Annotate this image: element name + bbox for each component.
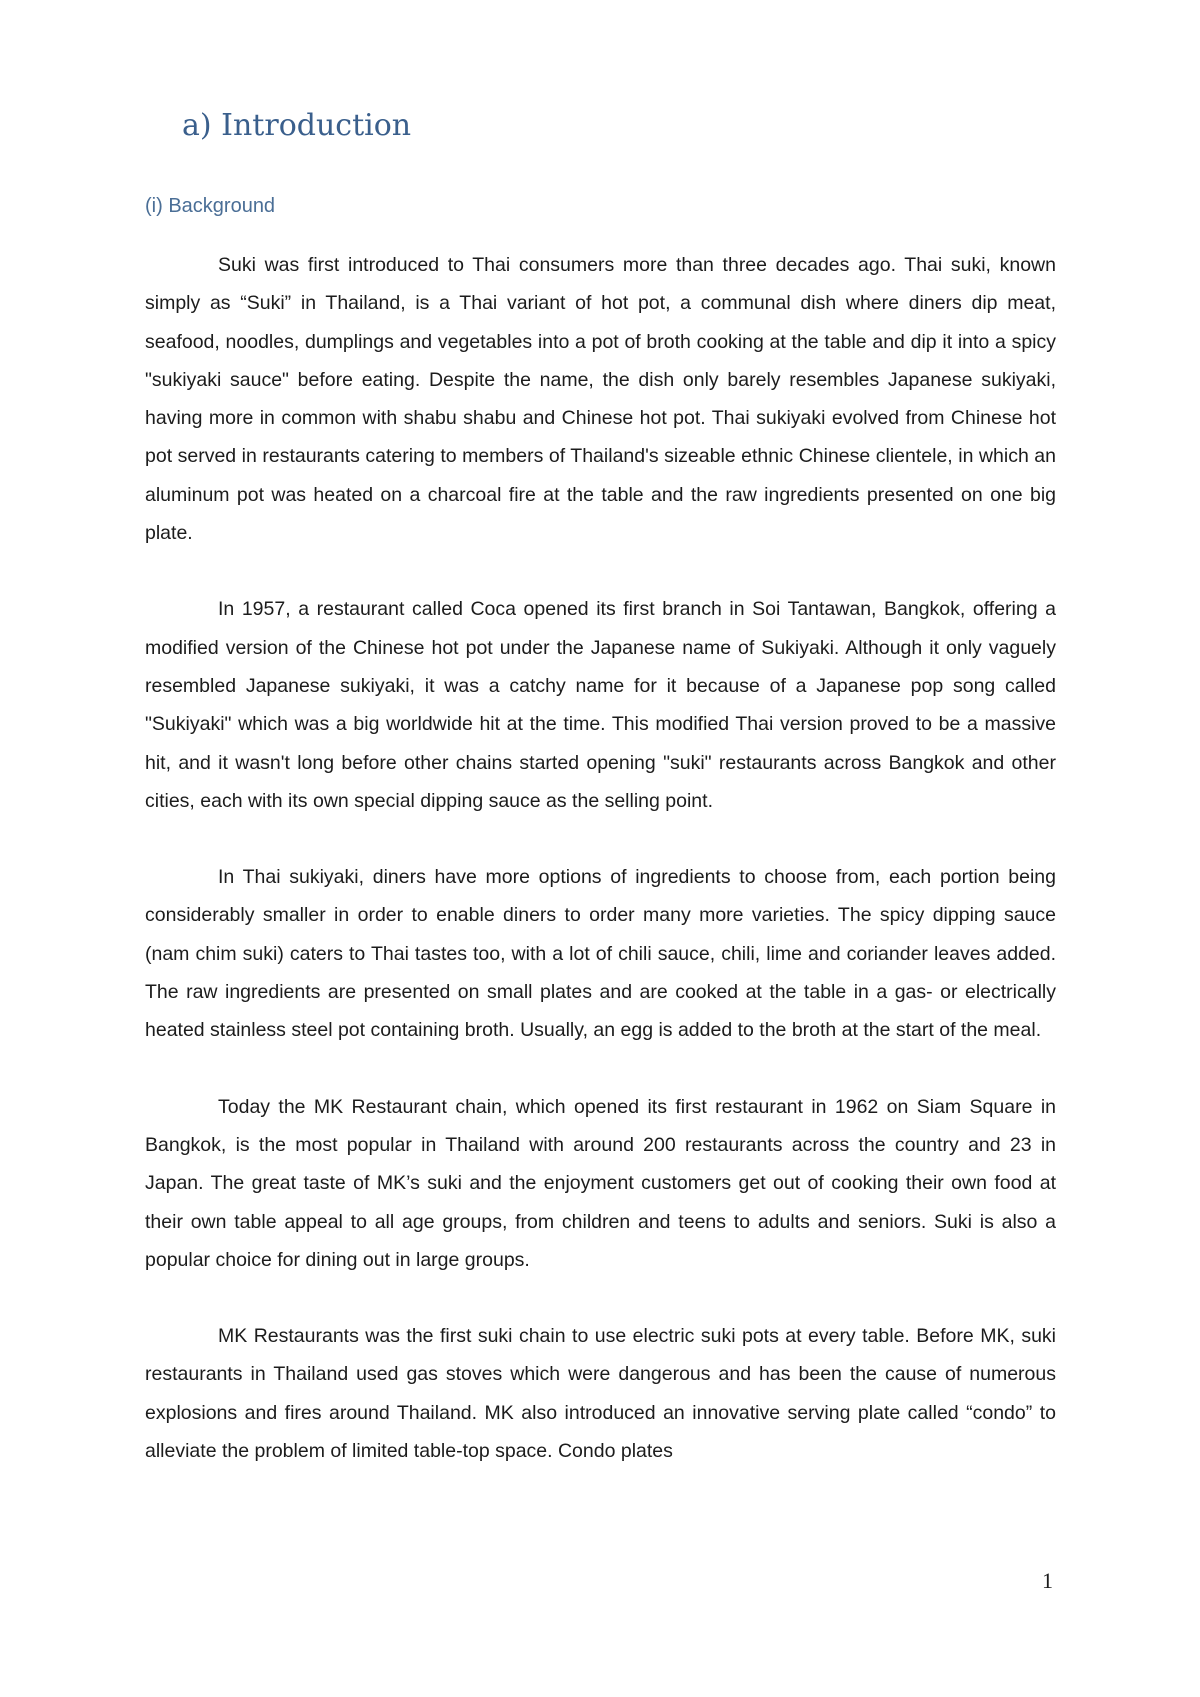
paragraph: In 1957, a restaurant called Coca opened its first branch in Soi Tantawan, Bangkok, offering a modified version of the Chinese hot pot under the Japanese name of Sukiyaki. Although it only vaguely resembled Japanese sukiyaki, it was a catchy name for it because of a Japanese pop song called "Sukiyaki" which was a big worldwide hit at the time. This modified Thai version proved to be a massive hit, and it wasn't long before other chains started opening "suki" restaurants across Bangkok and other cities, each with its own special dipping sauce as the selling point. xyxy=(145,598,1056,812)
page-number: 1 xyxy=(1042,1568,1053,1593)
paragraph: MK Restaurants was the first suki chain to use electric suki pots at every table. Before MK, suki restaurants in Thailand used gas stoves which were dangerous and has been the cause of numerous explosions and fires around Thailand. MK also introduced an innovative serving plate called “condo” to alleviate the problem of limited table-top space. Condo plates xyxy=(145,1325,1056,1463)
paragraph: Today the MK Restaurant chain, which opened its first restaurant in 1962 on Siam Square in Bangkok, is the most popular in Thailand with around 200 restaurants across the country and 23 in Japan. The great taste of MK’s suki and the enjoyment customers get out of cooking their own food at their own table appeal to all age groups, from children and teens to adults and seniors. Suki is also a popular choice for dining out in large groups. xyxy=(145,1095,1056,1271)
section-heading: a) Introduction xyxy=(182,108,412,143)
body-text xyxy=(145,246,1056,1508)
subsection-heading: (i) Background xyxy=(145,195,276,217)
paragraph: Suki was first introduced to Thai consumers more than three decades ago. Thai suki, known simply as “Suki” in Thailand, is a Thai variant of hot pot, a communal dish where diners dip meat, seafood, noodles, dumplings and vegetables into a pot of broth cooking at the table and dip it into a spicy "sukiyaki sauce" before eating. Despite the name, the dish only barely resembles Japanese sukiyaki, having more in common with shabu shabu and Chinese hot pot. Thai sukiyaki evolved from Chinese hot pot served in restaurants catering to members of Thailand's sizeable ethnic Chinese clientele, in which an aluminum pot was heated on a charcoal fire at the table and the raw ingredients presented on one big plate. xyxy=(145,254,1056,545)
paragraph: In Thai sukiyaki, diners have more options of ingredients to choose from, each portion being considerably smaller in order to enable diners to order many more varieties. The spicy dipping sauce (nam chim suki) caters to Thai tastes too, with a lot of chili sauce, chili, lime and coriander leaves added. The raw ingredients are presented on small plates and are cooked at the table in a gas- or electrically heated stainless steel pot containing broth. Usually, an egg is added to the broth at the start of the meal. xyxy=(145,866,1056,1042)
